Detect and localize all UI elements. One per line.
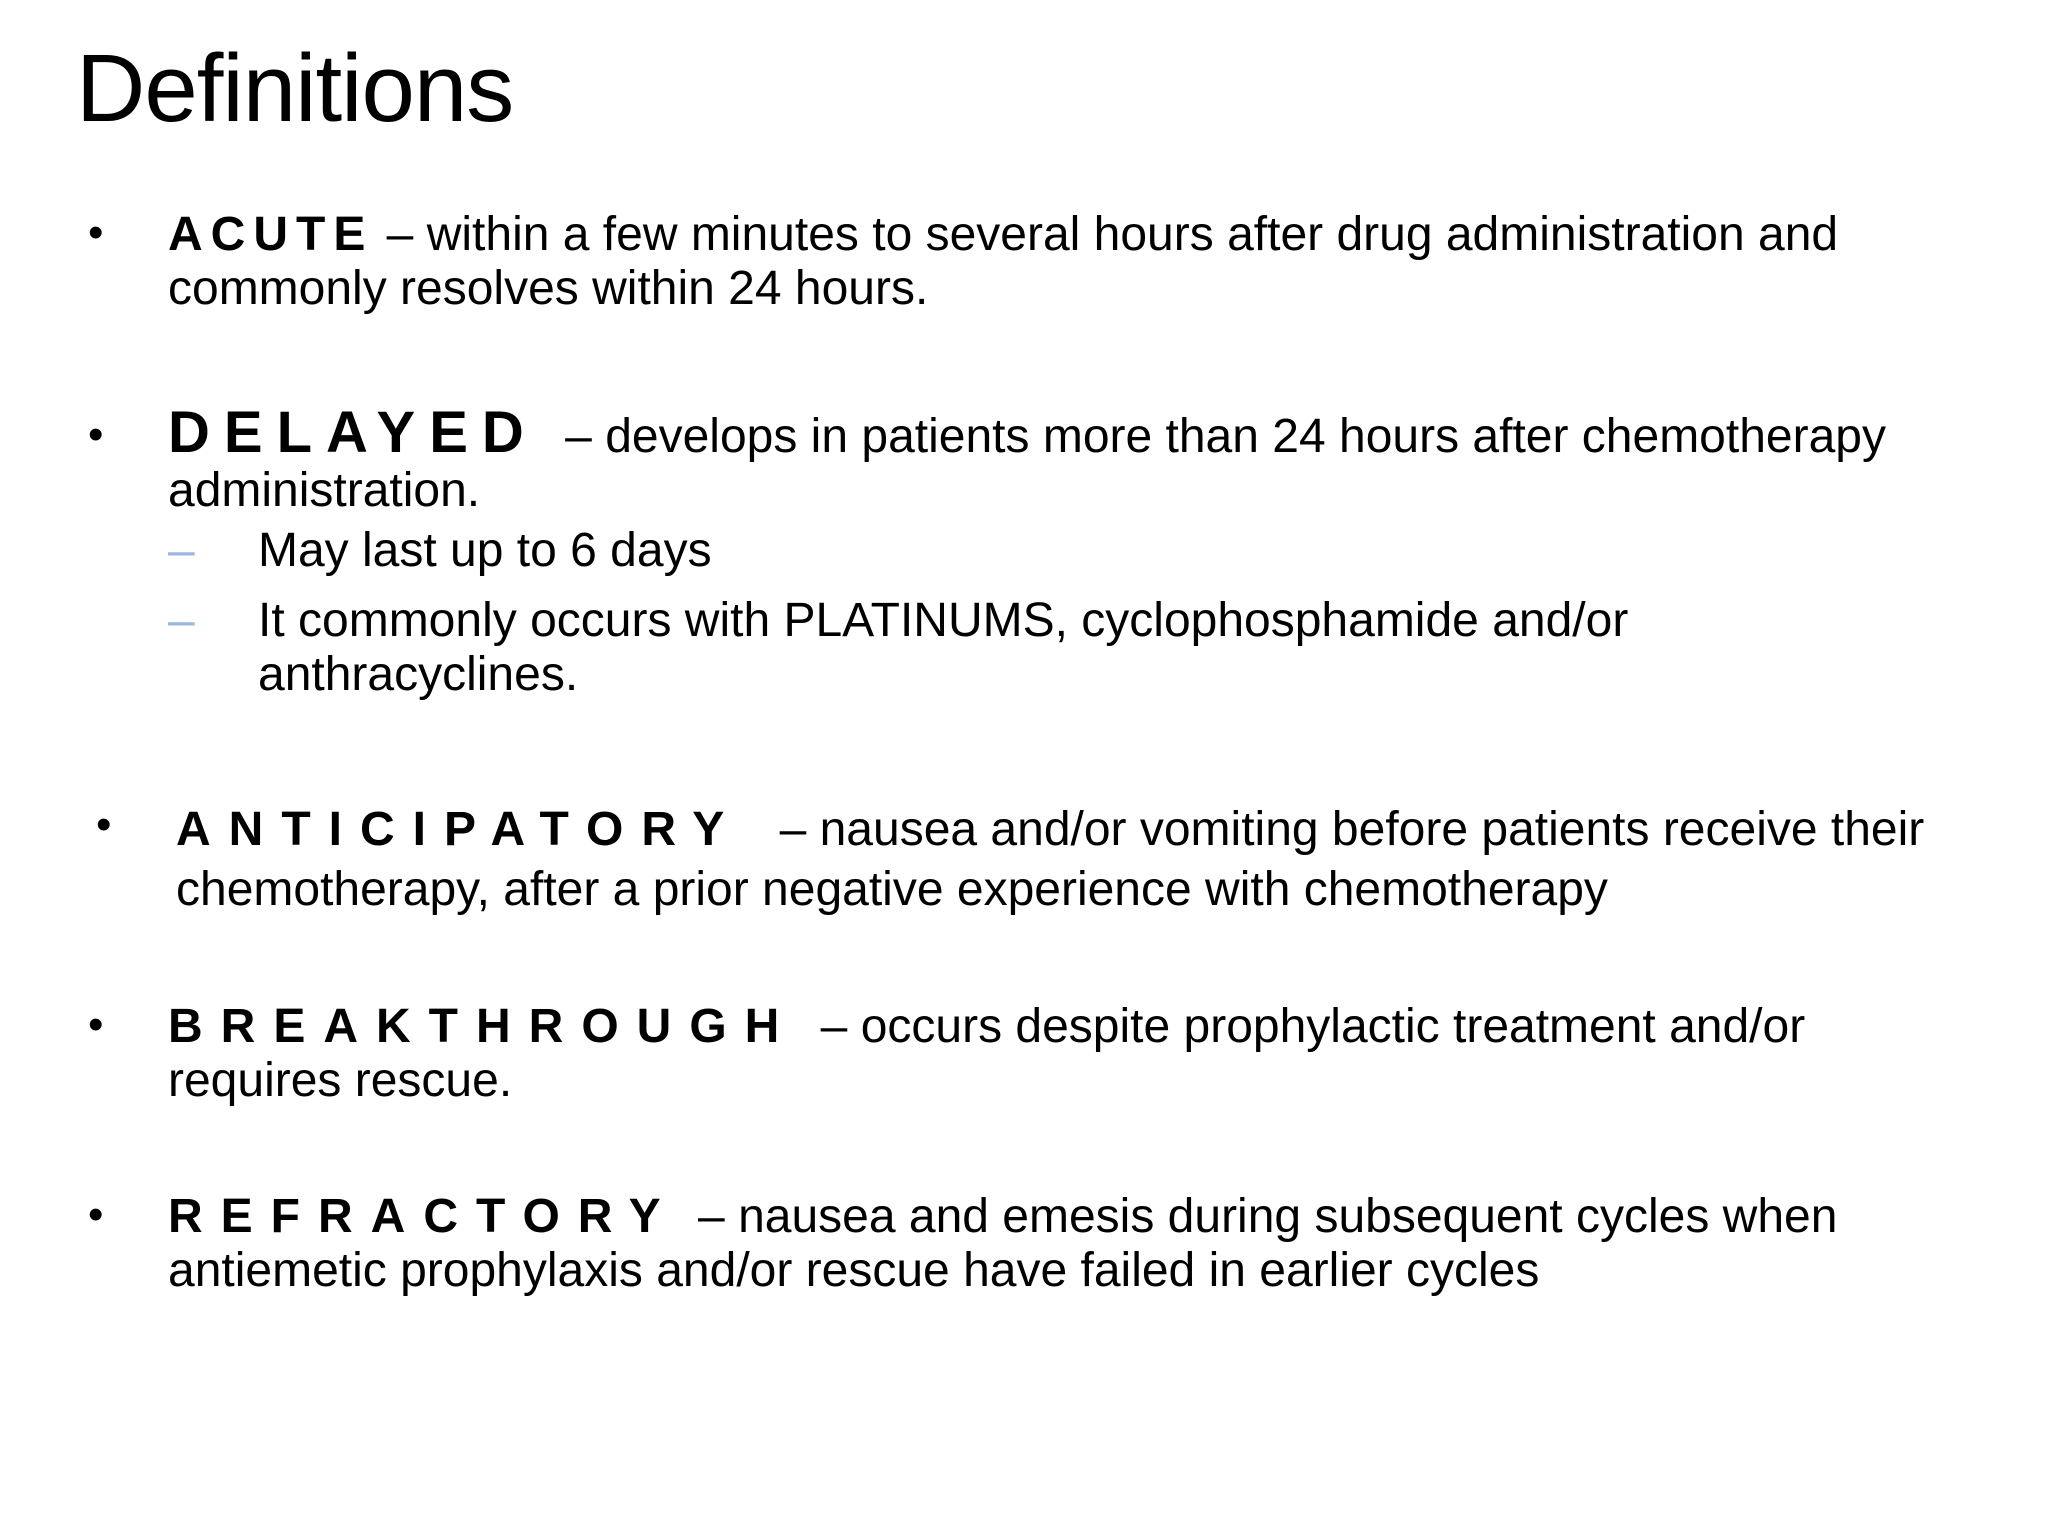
sub-list-item xyxy=(168,594,1948,702)
bullet-icon: • xyxy=(88,208,104,257)
bullet-icon: • xyxy=(88,1000,104,1049)
definition-delayed xyxy=(88,400,1948,702)
definition-text: – occurs despite prophylactic treatment and/or requires rescue. xyxy=(168,1000,1806,1107)
dash-icon: – xyxy=(168,594,195,647)
definition-term: ACUTE xyxy=(168,208,374,261)
definition-text: – nausea and emesis during subsequent cycles when antiemetic prophylaxis and/or rescue have failed in earlier cycles xyxy=(168,1190,1838,1297)
definition-text: – develops in patients more than 24 hours after chemotherapy administration. xyxy=(168,410,1886,517)
definition-text: – within a few minutes to several hours after drug administration and commonly resolves within 24 hours. xyxy=(168,208,1839,315)
bullet-icon: • xyxy=(88,1190,104,1239)
dash-icon: – xyxy=(168,524,195,577)
definition-term: ANTICIPATORY xyxy=(176,803,743,856)
slide-title: Definitions xyxy=(76,35,514,142)
sub-list-text: It commonly occurs with PLATINUMS, cyclophosphamide and/or anthracyclines. xyxy=(258,594,1629,701)
bullet-icon: • xyxy=(96,800,112,849)
definition-term: BREAKTHROUGH xyxy=(168,1000,798,1053)
definition-text: – nausea and/or vomiting before patients receive their chemotherapy, after a prior negative experience with chemotherapy xyxy=(176,803,1925,916)
sub-list-item xyxy=(168,524,1948,578)
definition-acute xyxy=(88,208,1948,316)
definition-breakthrough xyxy=(88,1000,1948,1108)
definition-anticipatory xyxy=(96,800,1956,920)
bullet-icon: • xyxy=(88,410,104,459)
definition-refractory xyxy=(88,1190,1948,1298)
definition-term: REFRACTORY xyxy=(168,1190,679,1243)
sub-list-text: May last up to 6 days xyxy=(258,524,712,577)
definition-term: DELAYED xyxy=(168,400,538,465)
